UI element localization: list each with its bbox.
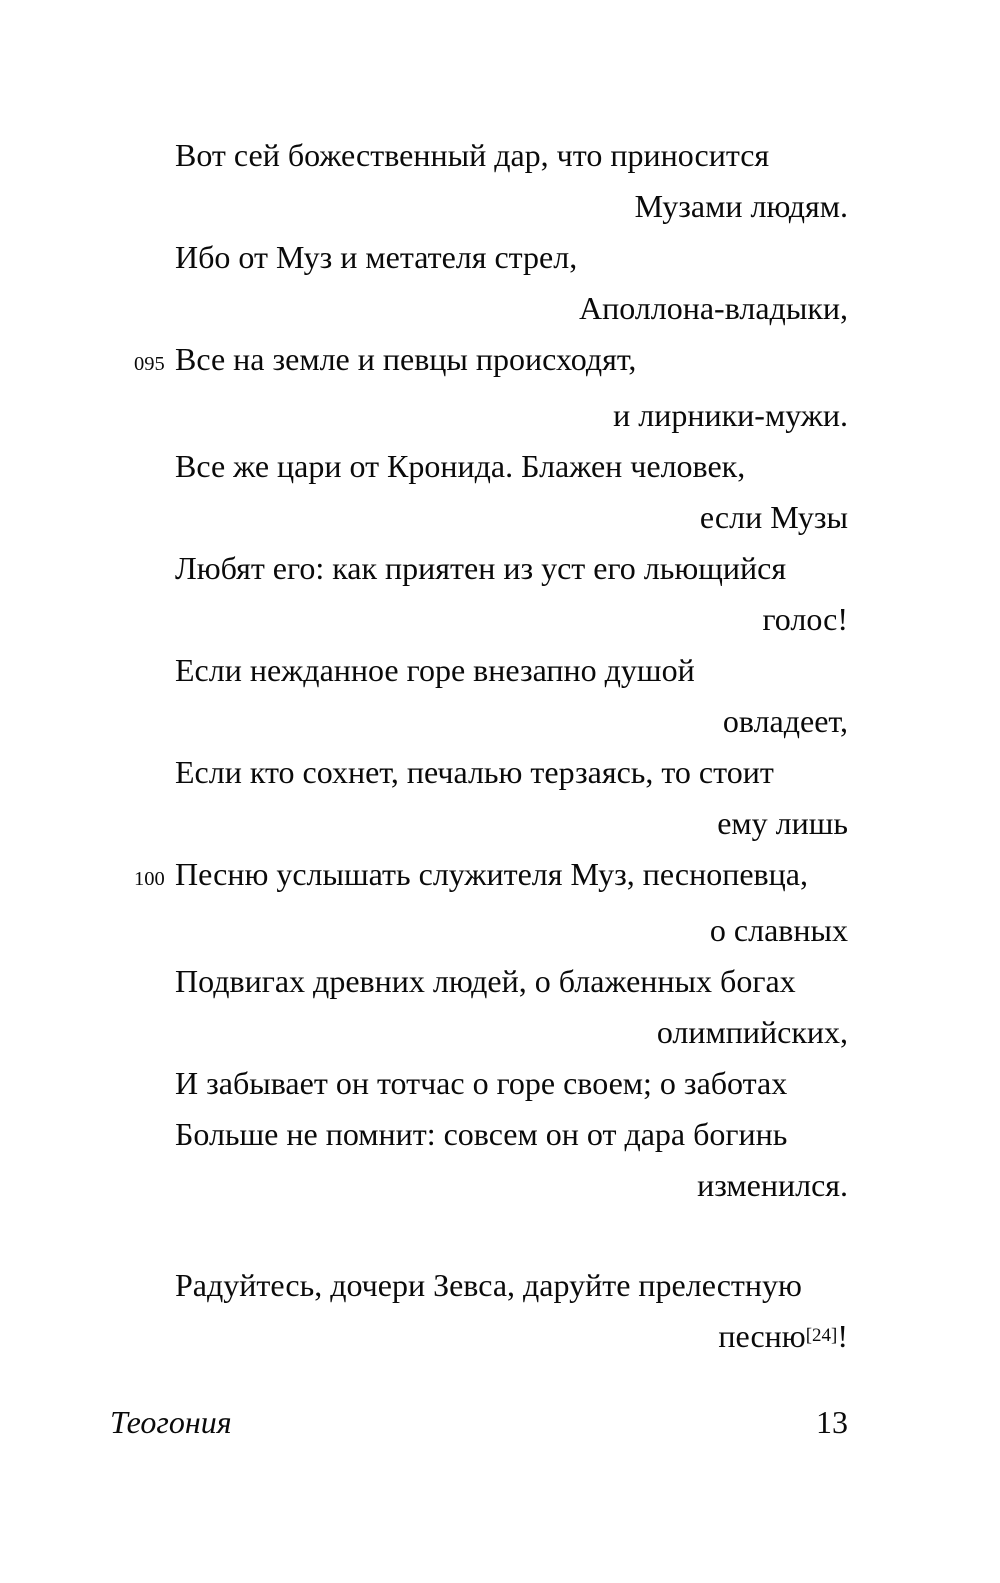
running-title: Теогония bbox=[110, 1404, 232, 1440]
verse-overflow-text: олимпийских, bbox=[656, 1014, 848, 1050]
verse-overflow-text: ему лишь bbox=[717, 805, 848, 841]
verse-text: Радуйтесь, дочери Зевса, даруйте прелестную bbox=[175, 1267, 802, 1303]
verse bbox=[175, 232, 848, 334]
verse bbox=[175, 956, 848, 1058]
verse bbox=[175, 1058, 848, 1109]
verse-overflow-text: о славных bbox=[709, 912, 848, 948]
verse bbox=[175, 543, 848, 645]
verse-overflow-line bbox=[175, 1007, 848, 1058]
page-footer bbox=[110, 1403, 848, 1441]
verse-main-line bbox=[134, 849, 848, 905]
verse-main-line bbox=[175, 956, 848, 1007]
verse-overflow-text: песню bbox=[718, 1318, 806, 1354]
poem-text bbox=[134, 130, 848, 1362]
verse-text: Если кто сохнет, печалью терзаясь, то стоит bbox=[175, 754, 774, 790]
verse-main-line bbox=[175, 747, 848, 798]
verse-main-line bbox=[175, 1260, 848, 1311]
verse-overflow-line bbox=[175, 798, 848, 849]
footnote-link[interactable]: [24] bbox=[805, 1324, 838, 1346]
verse-overflow-line bbox=[175, 1311, 848, 1362]
verse bbox=[134, 849, 848, 956]
verse-overflow-line bbox=[175, 492, 848, 543]
verse bbox=[175, 441, 848, 543]
verse-overflow-line bbox=[175, 905, 848, 956]
page-number: 13 bbox=[816, 1404, 848, 1440]
verse-overflow-line bbox=[175, 181, 848, 232]
verse-main-line bbox=[175, 1058, 848, 1109]
verse-text: Все на земле и певцы происходят, bbox=[175, 341, 637, 377]
verse-main-line bbox=[175, 645, 848, 696]
verse-overflow-line bbox=[175, 594, 848, 645]
verse-overflow-text: изменился. bbox=[697, 1167, 848, 1203]
verse bbox=[134, 334, 848, 441]
verse-main-line bbox=[175, 232, 848, 283]
verse-main-line bbox=[175, 1109, 848, 1160]
verse-main-line bbox=[134, 334, 848, 390]
verse-text: И забывает он тотчас о горе своем; о заботах bbox=[175, 1065, 788, 1101]
verse-number: 100 bbox=[134, 868, 165, 890]
verse-overflow-line bbox=[175, 1160, 848, 1211]
verse-text: Если нежданное горе внезапно душой bbox=[175, 652, 695, 688]
verse-overflow-line bbox=[175, 390, 848, 441]
verse-overflow-text: если Музы bbox=[699, 499, 848, 535]
verse-text: Подвигах древних людей, о блаженных богах bbox=[175, 963, 796, 999]
verse-text: Любят его: как приятен из уст его льющийся bbox=[175, 550, 787, 586]
verse-main-line bbox=[175, 130, 848, 181]
verse-text: Ибо от Муз и метателя стрел, bbox=[175, 239, 578, 275]
verse-overflow-text: Аполлона-владыки, bbox=[578, 290, 848, 326]
verse bbox=[175, 1260, 848, 1362]
verse bbox=[175, 747, 848, 849]
verse-overflow-text: Музами людям. bbox=[634, 188, 848, 224]
verse bbox=[175, 130, 848, 232]
verse-text: Песню услышать служителя Муз, песнопевца, bbox=[175, 856, 808, 892]
verse-overflow-suffix: ! bbox=[837, 1318, 848, 1354]
verse bbox=[175, 645, 848, 747]
verse-overflow-line bbox=[175, 696, 848, 747]
verse-main-line bbox=[175, 441, 848, 492]
verse-text: Больше не помнит: совсем он от дара богинь bbox=[175, 1116, 788, 1152]
verse-overflow-text: голос! bbox=[762, 601, 848, 637]
verse-overflow-text: овладеет, bbox=[722, 703, 848, 739]
verse-main-line bbox=[175, 543, 848, 594]
verse-overflow-line bbox=[175, 283, 848, 334]
verse-overflow-text: и лирники-мужи. bbox=[613, 397, 848, 433]
verse-text: Все же цари от Кронида. Блажен человек, bbox=[175, 448, 746, 484]
stanza-break bbox=[175, 1211, 848, 1260]
verse-number: 095 bbox=[134, 353, 165, 375]
verse-text: Вот сей божественный дар, что приносится bbox=[175, 137, 770, 173]
verse bbox=[175, 1109, 848, 1211]
